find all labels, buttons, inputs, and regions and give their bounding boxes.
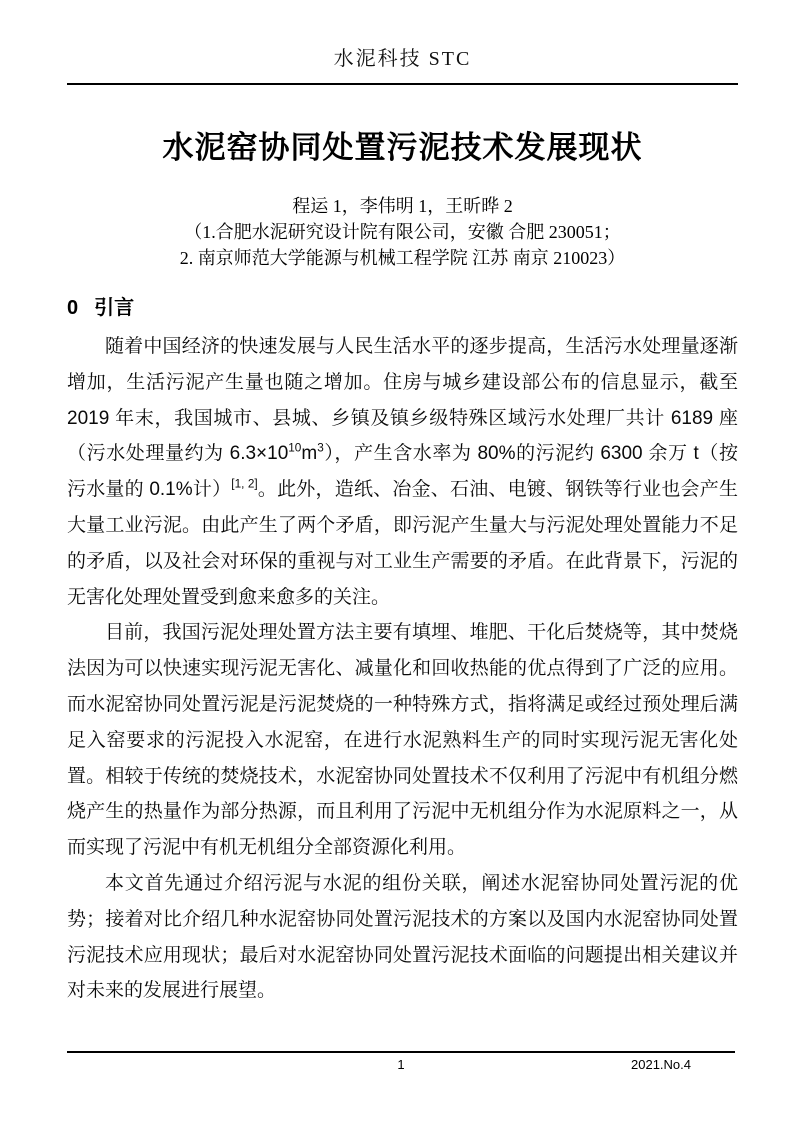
paragraph-introduction-2: 目前，我国污泥处理处置方法主要有填埋、堆肥、干化后焚烧等，其中焚烧法因为可以快速实现污泥无害化、减量化和回收热能的优点得到了广泛的应用。而水泥窑协同处置污泥是污泥焚烧的一种特殊方式，指将满足或经过预处理后满足入窑要求的污泥投入水泥窑，在进行水泥熟料生产的同时实现污泥无害化处置。相较于传统的焚烧技术，水泥窑协同处置技术不仅利用了污泥中有机组分燃烧产生的热量作为部分热源，而且利用了污泥中无机组分作为水泥原料之一，从而实现了污泥中有机无机组分全部资源化利用。	[67, 622, 738, 859]
section-heading	[67, 293, 738, 323]
exponent-superscript: 10	[288, 442, 302, 456]
section-number: 0	[67, 297, 79, 319]
paragraph-introduction-3: 本文首先通过介绍污泥与水泥的组份关联，阐述水泥窑协同处置污泥的优势；接着对比介绍几种水泥窑协同处置污泥技术的方案以及国内水泥窑协同处置污泥技术应用现状；最后对水泥窑协同处置污泥技术面临的问题提出相关建议并对未来的发展进行展望。	[67, 872, 738, 1002]
header-rule	[67, 83, 738, 85]
issue-label: 2021.No.4	[631, 1057, 691, 1072]
journal-running-header: 水泥科技 STC	[333, 48, 472, 70]
affiliation-line-2: 2. 南京师范大学能源与机械工程学院 江苏 南京 210023）	[179, 248, 626, 268]
affiliation-line-1: （1.合肥水泥研究设计院有限公司，安徽 合肥 230051；	[184, 222, 621, 242]
authors-line: 程运 1，李伟明 1，王昕晔 2	[292, 196, 513, 216]
section-title: 引言	[94, 297, 135, 319]
exponent-superscript: 3	[317, 442, 324, 456]
paragraph-1-text: m	[301, 443, 318, 465]
paragraph-1-text: 随着中国经济的快速发展与人民生活水平的逐步提高，生活污水处理量逐渐增加，生活污泥产生量也随之增加。住房与城乡建设部公布的信息显示，截至 2019 年末，我国城市、县城、乡镇及镇乡级特殊区域污水处理厂共计 6189 座（污水处理量约为 6.3×10	[67, 336, 738, 465]
article-body	[67, 329, 738, 1009]
paragraph-introduction-1	[67, 329, 738, 615]
citation-reference-superscript: [1, 2]	[231, 477, 258, 491]
paragraph-1-text: 。此外，造纸、冶金、石油、电镀、钢铁等行业也会产生大量工业污泥。由此产生了两个矛盾，即污泥产生量大与污泥处理处置能力不足的矛盾，以及社会对环保的重视与对工业生产需要的矛盾。在此背景下，污泥的无害化处理处置受到愈来愈多的关注。	[67, 479, 738, 608]
article-title: 水泥窑协同处置污泥技术发展现状	[162, 130, 643, 165]
paragraph-1-text: ），产生含水率为 80%的污泥约 6300 余万 t（按污水量的 0.1%计）	[67, 443, 738, 501]
page-number: 1	[397, 1057, 405, 1072]
page-footer	[67, 1051, 735, 1072]
